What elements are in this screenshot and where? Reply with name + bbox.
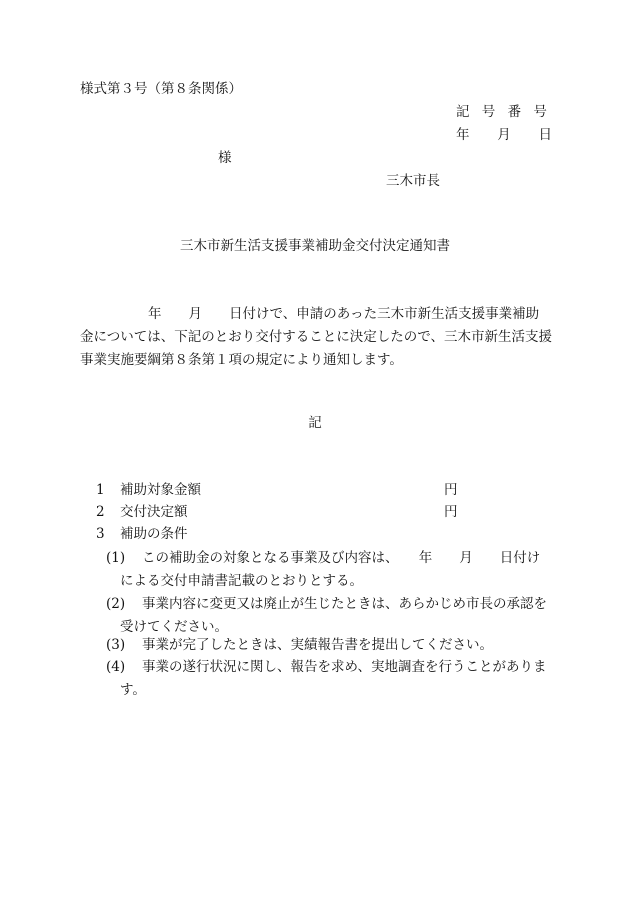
condition-4: [106, 656, 584, 702]
item-label: 交付決定額: [120, 504, 188, 520]
condition-number: (4): [106, 659, 126, 675]
item-unit: 円: [444, 504, 458, 520]
body-paragraph: [80, 303, 580, 372]
addressee-suffix: 様: [218, 150, 232, 166]
reference-number: 記 号 番 号: [456, 104, 551, 120]
condition-line-2: による交付申請書記載のとおりとする。: [120, 573, 363, 589]
condition-number: (1): [106, 550, 126, 566]
condition-line-2: 受けてください。: [120, 619, 228, 635]
item-label: 補助対象金額: [120, 482, 201, 498]
condition-line-1: この補助金の対象となる事業及び内容は、 年 月 日付け: [142, 550, 541, 566]
condition-line-1: 事業内容に変更又は廃止が生じたときは、あらかじめ市長の承認を: [142, 596, 547, 612]
condition-line-1: 事業の遂行状況に関し、報告を求め、実地調査を行うことがありま: [142, 659, 547, 675]
item-label: 補助の条件: [120, 526, 188, 542]
condition-line-1: 事業が完了したときは、実績報告書を提出してください。: [142, 637, 493, 653]
body-line-2: 金については、下記のとおり交付することに決定したので、三木市新生活支援: [80, 329, 552, 345]
item-number: 1: [96, 482, 105, 498]
document-title: 三木市新生活支援事業補助金交付決定通知書: [180, 238, 450, 254]
condition-2: [106, 593, 584, 639]
item-subsidy-target-amount: [96, 484, 201, 498]
date-year: 年: [456, 127, 470, 143]
form-number: 様式第３号（第８条関係）: [80, 81, 242, 97]
item-grant-decision-amount: [96, 506, 188, 520]
condition-number: (3): [106, 637, 126, 653]
date-month: 月: [497, 127, 511, 143]
item-number: 2: [96, 504, 105, 520]
issuer: 三木市長: [386, 173, 440, 189]
condition-3: [106, 634, 584, 657]
item-unit: 円: [444, 482, 458, 498]
condition-line-2: す。: [120, 682, 146, 698]
date-day: 日: [538, 127, 552, 143]
ki-heading: 記: [308, 415, 322, 431]
body-line-3: 事業実施要綱第８条第１項の規定により通知します。: [80, 352, 403, 368]
condition-1: [106, 547, 584, 593]
condition-number: (2): [106, 596, 126, 612]
issue-date: [456, 129, 552, 143]
body-line-1: 年 月 日付けで、申請のあった三木市新生活支援事業補助: [148, 306, 540, 322]
item-number: 3: [96, 526, 105, 542]
item-subsidy-conditions: [96, 528, 188, 542]
